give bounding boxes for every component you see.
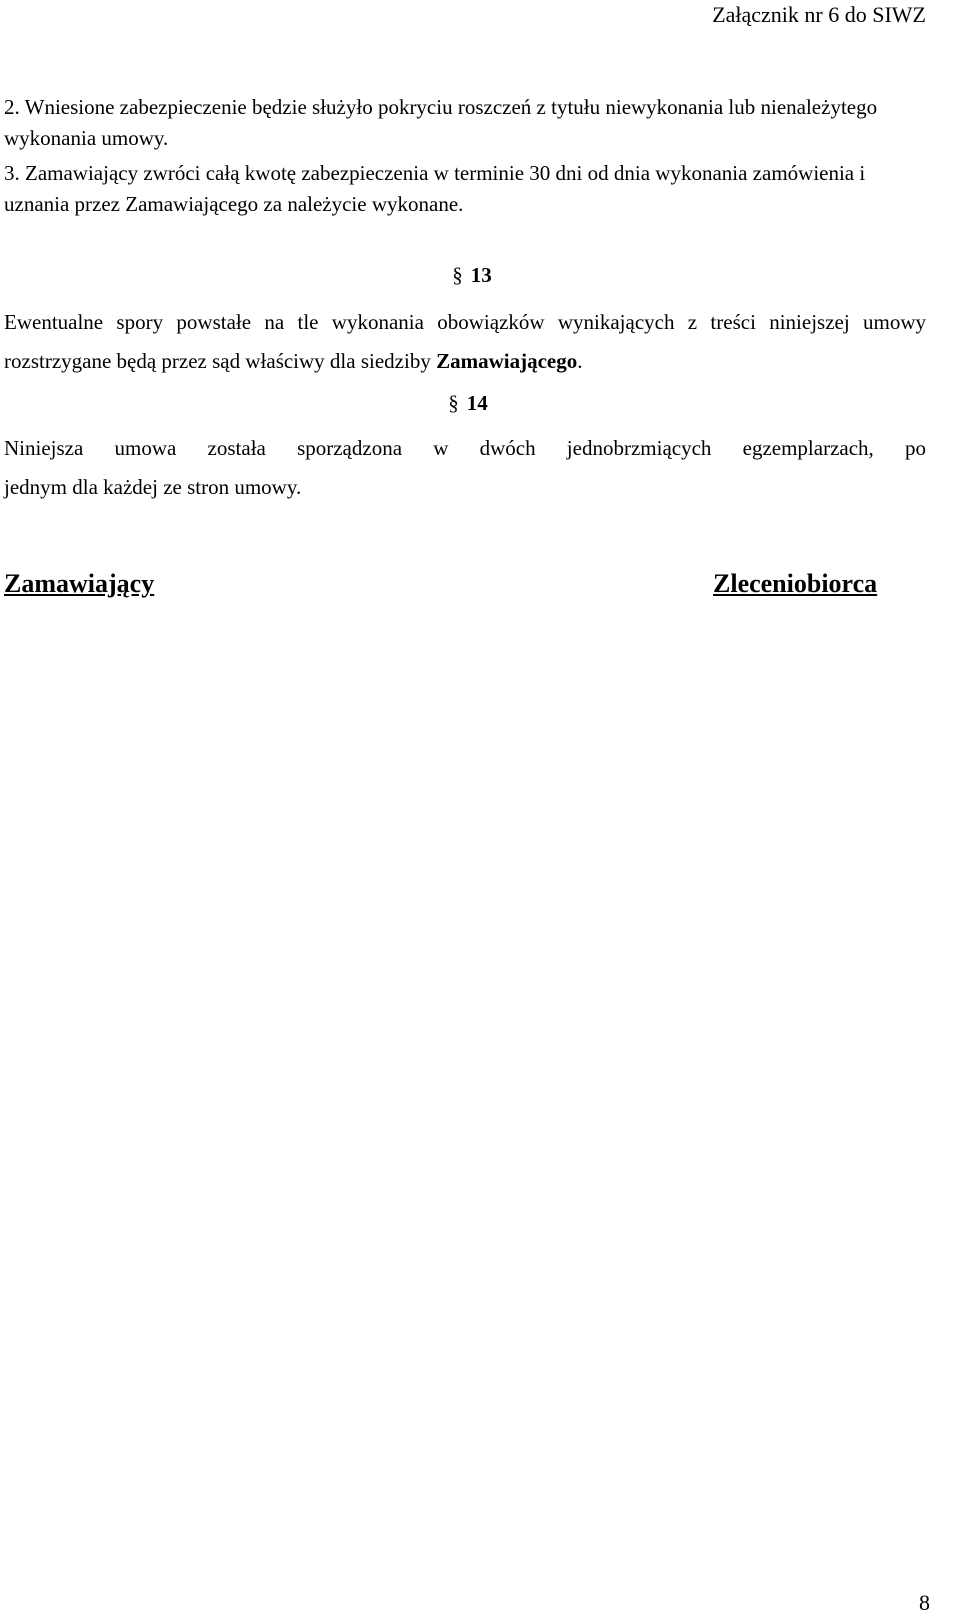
- section-14-heading: [0, 390, 948, 416]
- section-13-party: Zamawiającego: [436, 349, 578, 373]
- section-14-number: 14: [466, 391, 488, 415]
- section-13-text: [4, 303, 926, 381]
- section-13-text-end: .: [577, 349, 583, 373]
- signature-zamawiajacy: Zamawiający: [4, 569, 155, 598]
- section-13-heading: [0, 262, 952, 288]
- annex-header: Załącznik nr 6 do SIWZ: [712, 2, 926, 27]
- section-14-text: [4, 429, 926, 507]
- paragraph-3: 3. Zamawiający zwróci całą kwotę zabezpieczenia w terminie 30 dni od dnia wykonania zamówienia i uznania przez Zamawiającego za należycie wykonane.: [4, 161, 866, 216]
- section-14-line-1: Niniejsza umowa została sporządzona w dwóch jednobrzmiących egzemplarzach, po: [4, 436, 926, 460]
- page-number: 8: [919, 1590, 930, 1615]
- section-14-line-2: jednym dla każdej ze stron umowy.: [4, 475, 302, 499]
- section-symbol-icon: §: [452, 263, 463, 287]
- section-13-number: 13: [470, 263, 492, 287]
- paragraph-2: 2. Wniesione zabezpieczenie będzie służyło pokryciu roszczeń z tytułu niewykonania lub nienależytego wykonania umowy.: [4, 95, 878, 150]
- section-symbol-icon: §: [448, 391, 459, 415]
- signature-zleceniobiorca: Zleceniobiorca: [713, 569, 878, 598]
- section-13-text-main: Ewentualne spory powstałe na tle wykonania obowiązków wynikających z treści niniejszej umowy rozstrzygane będą przez sąd właściwy dla siedziby: [4, 310, 926, 373]
